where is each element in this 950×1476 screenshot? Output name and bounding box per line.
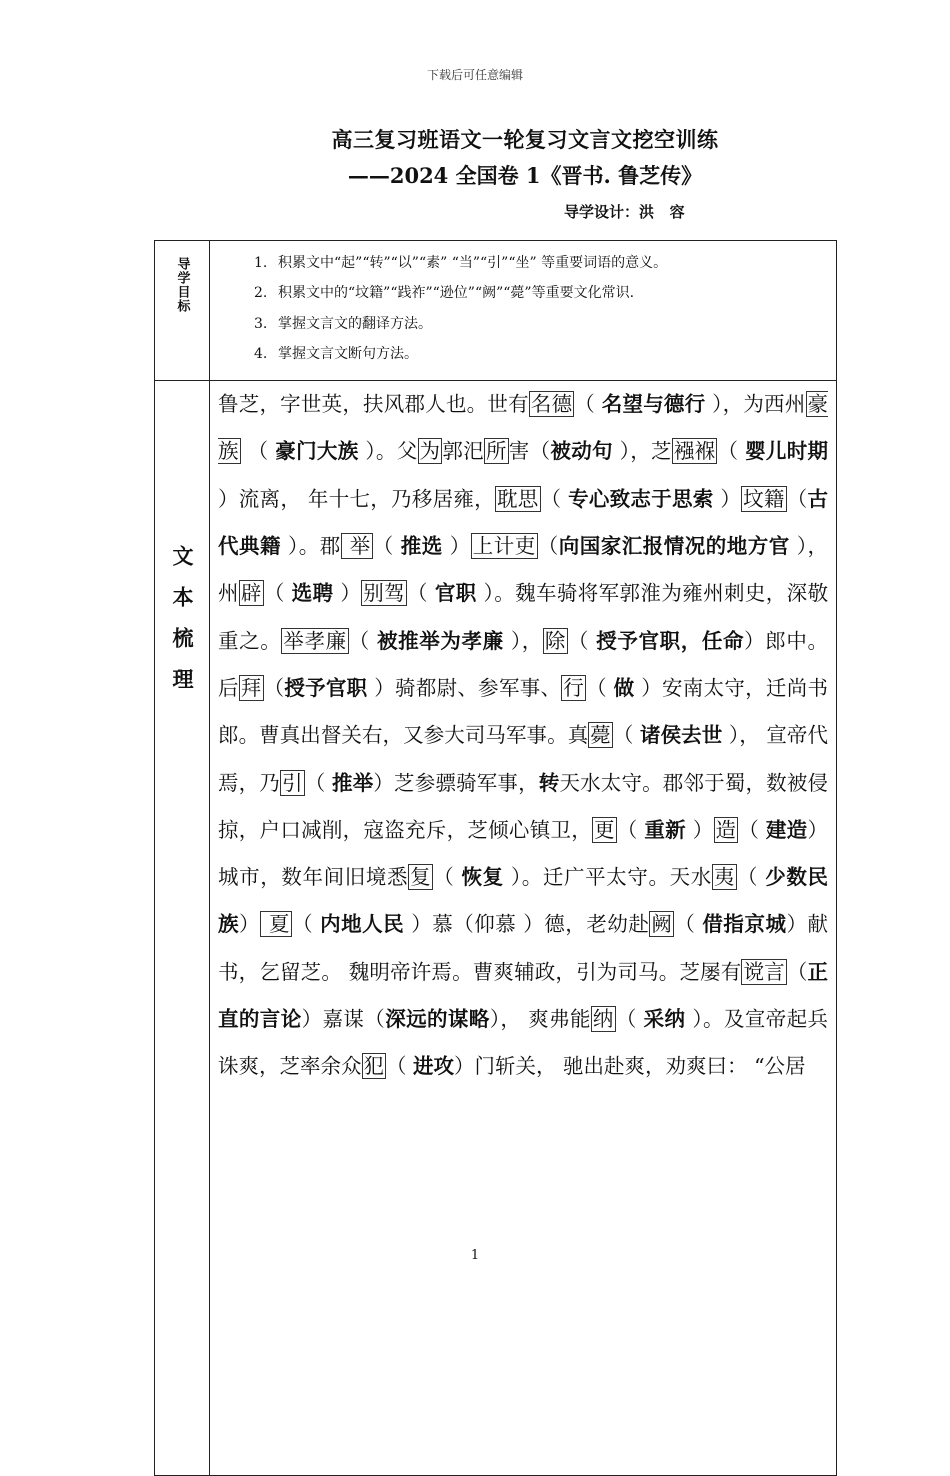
goal-text: 积累文中的“坟籍”“践祚”“逊位”“阙”“薨”等重要文化常识. — [278, 285, 635, 302]
answer-text: 被动句 — [550, 439, 613, 464]
passage-segment: （ — [386, 1054, 414, 1079]
goal-item — [222, 344, 826, 364]
boxed-keyword: 造 — [715, 817, 737, 842]
passage-segment: （ — [615, 1007, 644, 1032]
passage-segment: ）。魏车骑将军郭淮为雍州刺史，深敬重之。 — [218, 581, 829, 653]
answer-text: 转 — [538, 770, 560, 795]
answer-text: 被推举为孝廉 — [377, 628, 504, 653]
answer-text: 借指京城 — [702, 912, 787, 937]
passage-segment: ）。郡 — [281, 534, 341, 559]
passage-segment: 郭汜 — [442, 439, 484, 464]
passage-segment: ）嘉谋（ — [301, 1007, 386, 1032]
passage-segment: 天水太守。郡邻于蜀，数被侵掠，户口减削，寇盗充斥，芝倾心镇卫， — [218, 770, 828, 842]
document-subtitle: ——2024 全国卷 1《晋书. 鲁芝传》 — [347, 163, 703, 188]
passage-segment: （ — [568, 628, 597, 653]
passage-segment: ）。及宣帝起兵诛爽，芝率余众 — [218, 1007, 829, 1079]
worksheet-table — [154, 240, 837, 1476]
passage-segment: （ — [537, 534, 559, 559]
passage-segment: （ — [738, 817, 766, 842]
passage-segment: ），州 — [218, 534, 829, 606]
answer-text: 授予官职 — [284, 675, 368, 700]
passage-segment: （ — [574, 392, 602, 417]
passage-segment: （ — [540, 486, 569, 511]
answer-text: 豪门大族 — [275, 439, 359, 464]
answer-text: 做 — [613, 675, 635, 700]
passage-segment: ） — [713, 486, 742, 511]
goal-item — [222, 283, 826, 303]
boxed-keyword: 纳 — [592, 1007, 614, 1032]
boxed-keyword: 名德 — [530, 392, 573, 417]
passage-segment: ）， 爽弗能 — [489, 1007, 591, 1032]
goal-item — [222, 314, 826, 334]
boxed-keyword: 别驾 — [363, 581, 406, 606]
passage-segment: （ — [674, 912, 703, 937]
answer-text: 诸侯去世 — [640, 723, 723, 748]
passage-segment: ）慕（仰慕 ）德，老幼赴 — [404, 912, 650, 937]
answer-text: 采纳 — [643, 1007, 686, 1032]
answer-text: 名望与德行 — [601, 392, 706, 417]
answer-text: 推举 — [332, 770, 374, 795]
passage-segment: （ — [407, 581, 435, 606]
goals-label-cell — [155, 241, 210, 381]
boxed-keyword: 所 — [485, 439, 507, 464]
text-row — [155, 381, 837, 1476]
boxed-keyword: 复 — [410, 865, 432, 890]
passage-segment: ）。父 — [358, 439, 418, 464]
boxed-keyword: 夷 — [713, 865, 735, 890]
goals-list — [210, 241, 836, 380]
passage-segment: （ — [263, 581, 292, 606]
passage-segment: ） — [442, 534, 471, 559]
boxed-keyword: 辟 — [240, 581, 262, 606]
passage-text — [210, 381, 836, 1475]
goals-label: 导学目标 — [174, 257, 190, 313]
answer-text: 向国家汇报情况的地方官 — [558, 534, 790, 559]
passage-segment: ）门斩关， 驰出赴爽，劝爽曰： “公居 — [454, 1054, 806, 1079]
boxed-keyword: 豪族 — [218, 392, 828, 464]
goal-number: 1. — [254, 255, 268, 271]
goal-text: 掌握文言文断句方法。 — [278, 345, 418, 362]
answer-text: 官职 — [434, 581, 477, 606]
answer-text: 授予官职，任命 — [596, 628, 745, 653]
answer-text: 少数民族 — [218, 865, 828, 937]
boxed-keyword: 拜 — [240, 675, 262, 700]
passage-segment: 害（ — [508, 439, 551, 464]
passage-cell — [210, 381, 837, 1476]
boxed-keyword: 犯 — [363, 1054, 384, 1079]
boxed-keyword: 举 — [342, 534, 371, 559]
goal-text: 掌握文言文的翻译方法。 — [278, 315, 432, 332]
boxed-keyword: 除 — [544, 628, 567, 653]
passage-segment: ），为西州 — [705, 392, 806, 417]
passage-segment: 鲁芝，字世英，扶风郡人也。世有 — [218, 392, 529, 417]
passage-segment: （ — [240, 439, 276, 464]
answer-text: 婴儿时期 — [745, 439, 829, 464]
text-label: 文本梳理 — [170, 545, 195, 710]
boxed-keyword: 耽思 — [496, 486, 539, 511]
passage-segment: ）流离， 年十七，乃移居雍， — [218, 486, 495, 511]
answer-text: 选聘 — [291, 581, 334, 606]
goal-number: 3. — [254, 315, 268, 332]
answer-text: 深远的谋略 — [385, 1007, 490, 1032]
passage-segment: （ — [786, 959, 808, 984]
boxed-keyword: 引 — [282, 770, 303, 795]
passage-segment: （ — [586, 675, 614, 700]
passage-segment: ）芝参骠骑军事， — [373, 770, 539, 795]
passage-segment: ）郎中。后 — [218, 628, 829, 700]
passage-segment: （ — [786, 486, 808, 511]
text-label-cell — [155, 381, 210, 1476]
passage-segment: （ — [304, 770, 333, 795]
boxed-keyword: 行 — [563, 675, 585, 700]
boxed-keyword: 谠言 — [743, 959, 785, 984]
answer-text: 建造 — [765, 817, 808, 842]
goals-row — [155, 241, 837, 381]
answer-text: 正直的言论 — [218, 959, 828, 1032]
boxed-keyword: 夏 — [262, 912, 291, 937]
passage-segment: （ — [612, 723, 641, 748]
passage-segment: ） 城市，数年间旧境悉 — [218, 817, 828, 890]
answer-text: 恢复 — [461, 865, 504, 890]
answer-text: 内地人民 — [320, 912, 405, 937]
boxed-keyword: 举孝廉 — [283, 628, 347, 653]
boxed-keyword: 上计吏 — [472, 534, 536, 559]
passage-segment: （ — [372, 534, 401, 559]
passage-segment: ）， — [503, 628, 543, 653]
passage-segment: ） — [685, 817, 714, 842]
goals-cell — [210, 241, 837, 381]
boxed-keyword: 更 — [594, 817, 615, 842]
passage-segment: ）安南太守，迁尚书郎。曹真出督关右，又参大司马军事。真 — [218, 675, 828, 748]
goal-number: 4. — [254, 345, 268, 362]
passage-segment: （ — [717, 439, 746, 464]
goal-item — [222, 253, 826, 273]
passage-segment: ）， 宣帝代焉，乃 — [218, 723, 828, 795]
passage-segment: ） — [333, 581, 362, 606]
boxed-keyword: 阙 — [651, 912, 673, 937]
passage-segment: （ — [433, 865, 462, 890]
passage-segment: ）骑都尉、参军事、 — [367, 675, 562, 700]
goal-text: 积累文中“起”“转”“以”“素” “当”“引”“坐” 等重要词语的意义。 — [278, 255, 668, 271]
page-number: 1 — [470, 1248, 480, 1263]
answer-text: 推选 — [400, 534, 443, 559]
answer-text: 专心致志于思索 — [568, 486, 714, 511]
answer-text: 重新 — [644, 817, 686, 842]
passage-segment: （ — [616, 817, 645, 842]
document-title: 高三复习班语文一轮复习文言文挖空训练 — [331, 127, 719, 152]
passage-segment: （ — [736, 865, 766, 890]
passage-segment: （ — [263, 675, 285, 700]
boxed-keyword: 薨 — [590, 723, 611, 748]
answer-text: 古代典籍 — [218, 486, 828, 559]
passage-segment: ），芝 — [612, 439, 672, 464]
passage-segment: （ — [348, 628, 378, 653]
passage-segment: （ — [292, 912, 321, 937]
boxed-keyword: 坟籍 — [743, 486, 785, 511]
passage-segment: ）。迁广平太守。天水 — [503, 865, 712, 890]
answer-text: 进攻 — [413, 1054, 455, 1079]
passage-segment: ）献书，乞留芝。 魏明帝许焉。曹爽辅政，引为司马。芝屡有 — [218, 912, 828, 984]
designer-credit: 导学设计：洪 容 — [564, 203, 685, 221]
goal-number: 2. — [254, 285, 268, 302]
passage-segment: ） — [239, 912, 261, 937]
header-note: 下载后可任意编辑 — [426, 68, 523, 82]
boxed-keyword: 为 — [419, 439, 441, 464]
boxed-keyword: 襁褓 — [673, 439, 716, 464]
